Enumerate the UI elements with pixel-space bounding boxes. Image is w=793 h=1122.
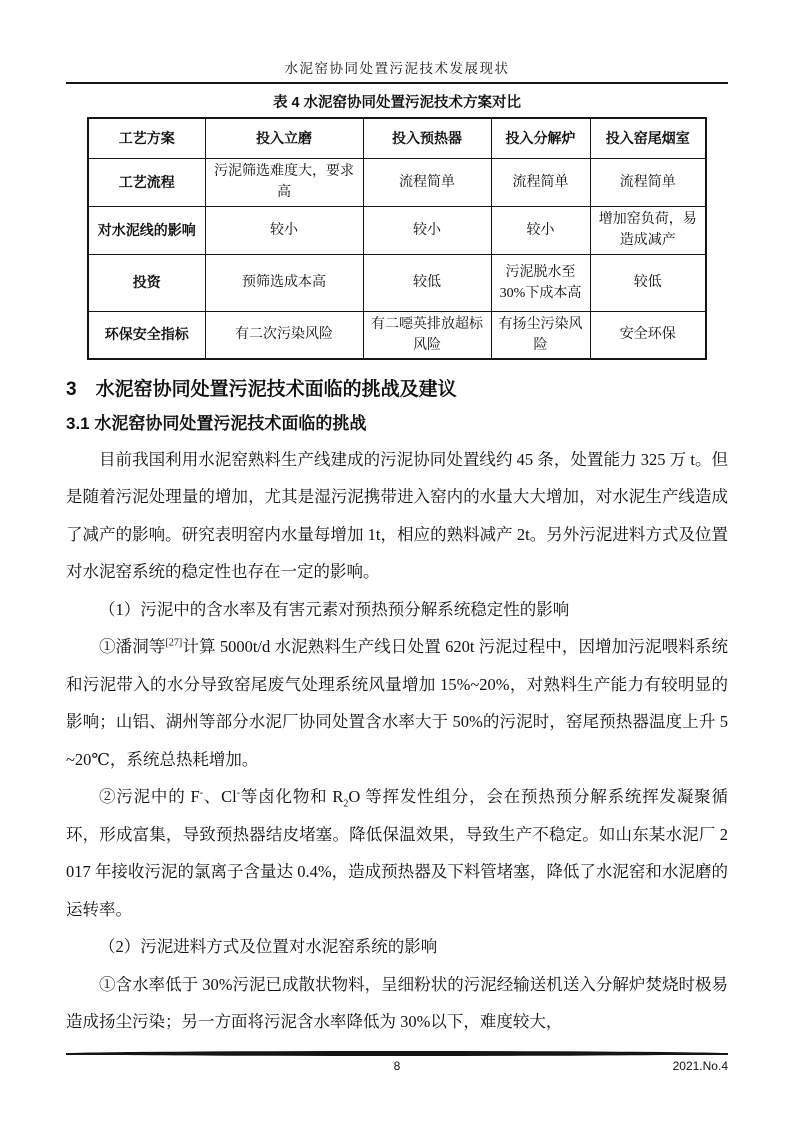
table-caption: 表 4 水泥窑协同处置污泥技术方案对比 [272,95,522,111]
table-cell: 流程简单 [363,158,491,206]
table-row-label: 工艺流程 [88,158,205,206]
table-header-cell: 投入立磨 [205,118,363,158]
table-cell: 污泥筛选难度大，要求高 [205,158,363,206]
table-row-label: 环保安全指标 [88,311,205,359]
page-content [66,0,728,1041]
issue-label: 2021.No.4 [672,1059,728,1073]
table-cell: 较小 [205,206,363,254]
table-cell: 增加窑负荷，易造成减产 [590,206,706,254]
subsection-heading: 3.1 水泥窑协同处置污泥技术面临的挑战 [66,413,367,433]
table-header-cell: 投入预热器 [363,118,491,158]
page-number: 8 [393,1059,401,1073]
body-paragraphs [66,441,728,1041]
footer-rule-thin [66,1053,728,1055]
table-cell: 预筛选成本高 [205,254,363,311]
paragraph: （1）污泥中的含水率及有害元素对预热预分解系统稳定性的影响 [99,599,570,619]
paragraph: ①含水率低于 30%污泥已成散状物料，呈细粉状的污泥经输送机送入分解炉焚烧时极易造成扬尘污染；另一方面将污泥含水率降低为 30%以下，难度较大， [66,974,728,1031]
table-cell: 安全环保 [590,311,706,359]
table-row [88,206,706,254]
paragraph: 目前我国利用水泥窑熟料生产线建成的污泥协同处置线约 45 条，处置能力 325 万 t。但是随着污泥处理量的增加，尤其是湿污泥携带进入窑内的水量大大增加，对水泥生产线造成了减产的影响。研究表明窑内水量每增加 1t，相应的熟料减产 2t。另外污泥进料方式及位置对水泥窑系统的稳定性也存在一定的影响。 [66,449,728,581]
footer-rule [66,1050,728,1057]
table-cell: 污泥脱水至 30%下成本高 [491,254,590,311]
table-cell: 流程简单 [590,158,706,206]
table-cell: 有二噁英排放超标风险 [363,311,491,359]
table-cell: 有二次污染风险 [205,311,363,359]
paragraph: ①潘洞等[27]计算 5000t/d 水泥熟料生产线日处置 620t 污泥过程中，因增加污泥喂料系统和污泥带入的水分导致窑尾废气处理系统风量增加 15%~20%，对熟料生产能力有较明显的影响；山铝、湖州等部分水泥厂协同处置含水率大于 50%的污泥时，窑尾预热器温度上升 5~20℃，系统总热耗增加。 [66,637,728,769]
running-header: 水泥窑协同处置污泥技术发展现状 [284,61,510,76]
paragraph: （2）污泥进料方式及位置对水泥窑系统的影响 [99,937,438,956]
table-cell: 较小 [363,206,491,254]
table-row [88,254,706,311]
table-row-label: 投资 [88,254,205,311]
table-header-cell: 投入窑尾烟室 [590,118,706,158]
table-header-cell: 投入分解炉 [491,118,590,158]
table-row [88,311,706,359]
section-heading: 3 水泥窑协同处置污泥技术面临的挑战及建议 [66,378,457,400]
header-rule [66,82,728,84]
table-row [88,158,706,206]
table-header-cell: 工艺方案 [88,118,205,158]
paragraph: ②污泥中的 F-、Cl-等卤化物和 $R_2O$ 等挥发性组分，会在预热预分解系统挥发凝聚循环，形成富集，导致预热器结皮堵塞。降低保温效果，导致生产不稳定。如山东某水泥厂 2017 年接收污泥的氯离子含量达 0.4%，造成预热器及下料管堵塞，降低了水泥窑和水泥磨的运转率。 [66,787,728,919]
table-cell: 流程简单 [491,158,590,206]
table-cell: 较小 [491,206,590,254]
page-footer [66,1059,728,1073]
table-cell: 较低 [363,254,491,311]
comparison-table [87,117,707,360]
table-row-label: 对水泥线的影响 [88,206,205,254]
table-cell: 有扬尘污染风险 [491,311,590,359]
table-cell: 较低 [590,254,706,311]
